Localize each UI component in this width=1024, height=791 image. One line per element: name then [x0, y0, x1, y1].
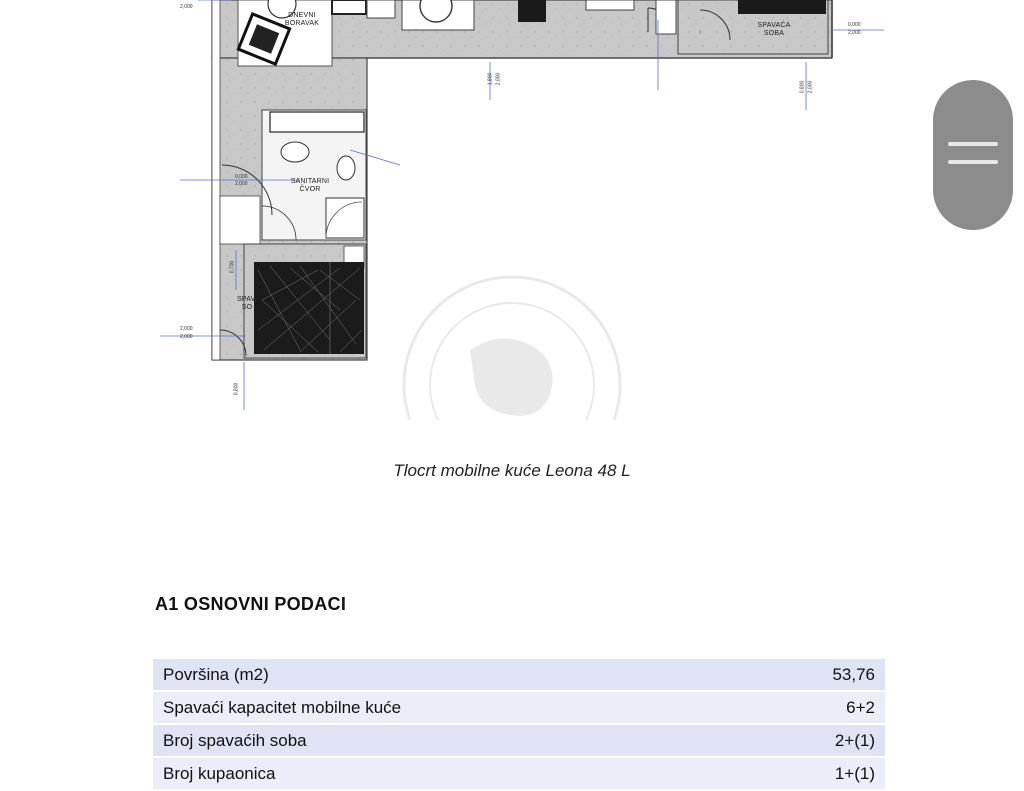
row-label: Broj spavaćih soba: [153, 724, 742, 757]
dimension-label: 0,000: [235, 174, 248, 180]
dimension-label: 2,000: [180, 334, 193, 340]
section-title: A1 OSNOVNI PODACI: [155, 594, 347, 614]
floor-plan-caption: Tlocrt mobilne kuće Leona 48 L: [393, 461, 631, 480]
dimension-label: 2,000: [807, 80, 814, 94]
watermark: [404, 277, 620, 420]
dimension-label: 2,000: [495, 72, 502, 86]
table-row: [153, 724, 885, 757]
room-label-bathroom: SANITARNI ČVOR: [290, 178, 330, 193]
row-value: 6+2: [742, 691, 885, 724]
room-label-bedroom-right: SPAVAĆA SOBA: [757, 22, 791, 37]
row-label: Broj kupaonica: [153, 757, 742, 790]
room-label-living: DNEVNI BORAVAK: [284, 12, 320, 27]
dimension-label: 2,000: [180, 4, 193, 10]
table-row: [153, 757, 885, 790]
dimension-label: 0,800: [233, 382, 240, 396]
dimension-label: 0,700: [229, 260, 236, 274]
table-row: [153, 691, 885, 724]
dimension-label: 2,000: [180, 326, 193, 332]
table-row: [153, 659, 885, 691]
dimension-label: 0,000: [848, 22, 861, 28]
row-label: Spavaći kapacitet mobilne kuće: [153, 691, 742, 724]
room-label-bedroom-left: SPAV. SO: [237, 296, 257, 311]
dimension-label: 0,800: [799, 80, 806, 94]
basic-data-table: [153, 659, 885, 791]
dimension-label: 1,800: [487, 72, 494, 86]
dimension-label: 2,000: [235, 181, 248, 187]
row-value: 2+(1): [742, 724, 885, 757]
row-value: 53,76: [742, 659, 885, 691]
row-value: 1+(1): [742, 757, 885, 790]
row-label: Površina (m2): [153, 659, 742, 691]
dimension-label: 2,000: [848, 30, 861, 36]
menu-button[interactable]: [933, 80, 1013, 230]
